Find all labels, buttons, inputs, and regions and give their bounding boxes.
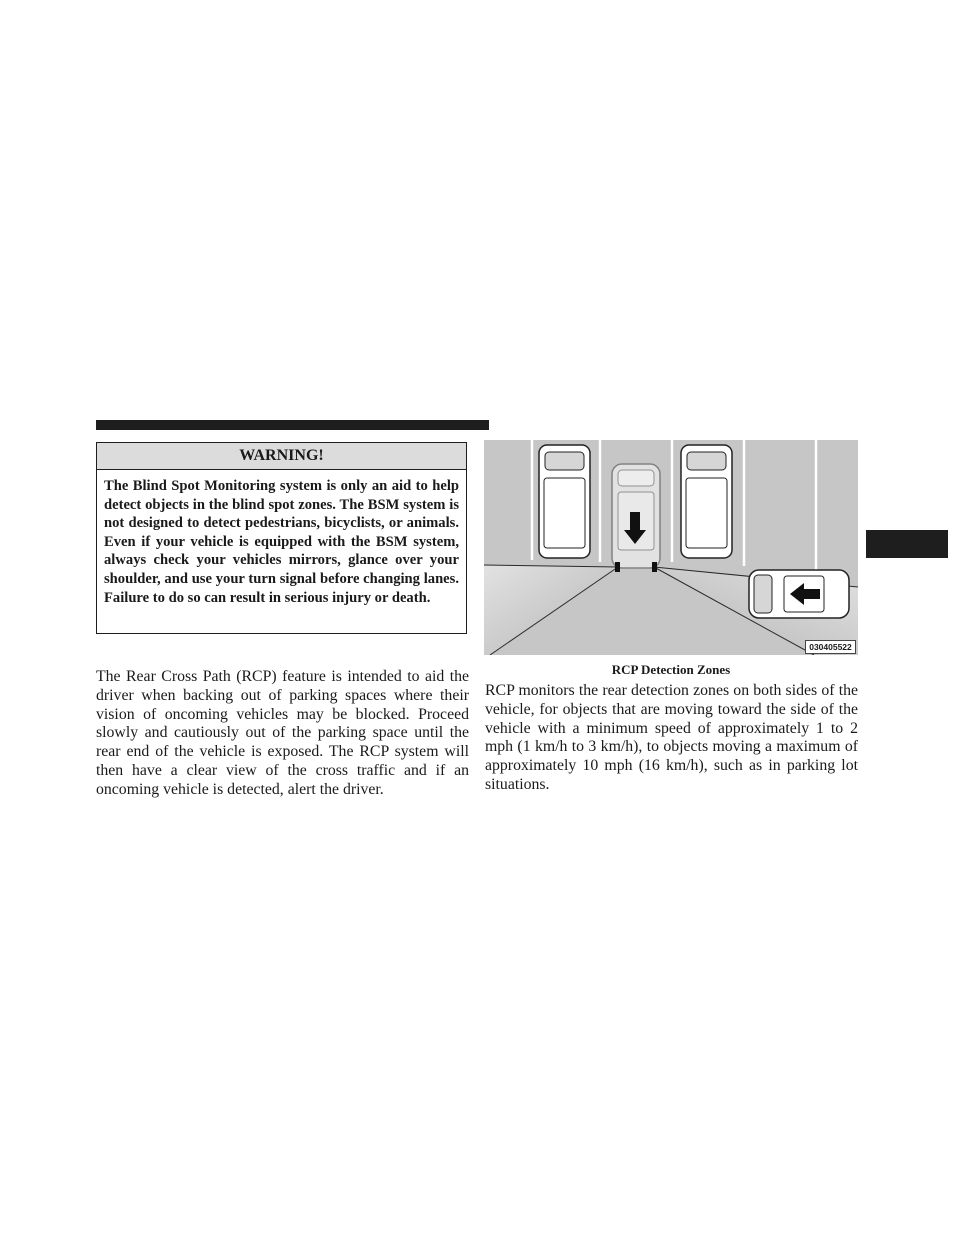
warning-title: WARNING! — [97, 443, 466, 470]
section-rule — [96, 420, 489, 430]
rcp-detection-zones-illustration — [484, 440, 858, 655]
rcp-monitor-paragraph: RCP monitors the rear detection zones on both sides of the vehicle, for objects that are moving toward the side of the vehicle with a minimum speed of approximately 1 to 2 mph (1 km/h to 3 km/h), to objects moving a maximum of approximately 10 mph (16 km/h), such as in parking lot situations. — [485, 682, 858, 793]
section-tab-marker — [866, 530, 948, 558]
rcp-intro-paragraph: The Rear Cross Path (RCP) feature is intended to aid the driver when backing out of parking spaces where their vision of oncoming vehicles may be blocked. Proceed slowly and cautiously out of the parking space until the rear end of the vehicle is exposed. The RCP system will then have a clear view of the cross traffic and if an oncoming vehicle is detected, alert the driver. — [96, 668, 469, 798]
figure-code-label: 030405522 — [805, 640, 856, 654]
parked-car-left — [539, 445, 590, 558]
parked-car-middle — [681, 445, 732, 558]
warning-text: The Blind Spot Monitoring system is only an aid to help detect objects in the blind spot zones. The BSM system is not designed to detect pedestrians, bicyclists, or animals. Even if your vehicle is equipped with the BSM system, always check your vehicles mirrors, glance over your shoulder, and use your turn signal before changing lanes. Failure to do so can result in serious injury or death. — [104, 478, 459, 606]
warning-box — [96, 442, 467, 634]
figure-caption: RCP Detection Zones — [611, 662, 731, 677]
